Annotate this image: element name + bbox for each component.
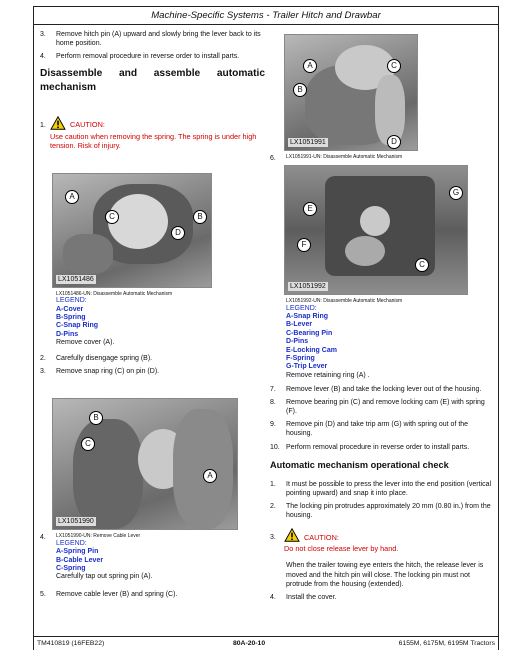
footer-page-number: 80A-20-10: [233, 640, 266, 647]
warning-icon: [50, 116, 66, 130]
callout-label: C: [387, 59, 401, 73]
figure-caption: LX1051486-UN: Disassemble Automatic Mechanism: [56, 290, 173, 297]
step: 9. Remove pin (D) and take trip arm (G) with spring out of the housing.: [270, 421, 469, 438]
photo-cable-lever: [52, 398, 238, 530]
left-column: [40, 30, 265, 603]
callout-label: C: [105, 210, 119, 224]
paragraph: When the trailer towing eye enters the hitch, the release lever is moved and the hitch pin will close. The locking pin must not protrude from the housing (extended).: [286, 562, 484, 588]
callout-label: A: [203, 469, 217, 483]
step: 1. It must be possible to press the lever into the end position (vertical pointing upward) and snap it into place.: [270, 480, 492, 497]
photo-automatic-mechanism: [284, 34, 418, 151]
legend: LEGEND: A-Snap Ring B-Lever C-Bearing Pin D-Pins E-Locking Cam F-Spring G-Trip Lever Remove retaining ring (A) .: [286, 304, 370, 379]
caution-block: 1. CAUTION: Use caution when removing the spring. The spring is under high tension. Risk of injury.: [40, 116, 265, 151]
section-title: Disassemble and assemble automatic mechanism: [40, 68, 265, 93]
step: 2. Carefully disengage spring (B).: [40, 354, 153, 362]
caution-block: 3. CAUTION: Do not close release lever by hand.: [270, 528, 495, 553]
section-title: Automatic mechanism operational check: [270, 459, 449, 470]
page-header: Machine-Specific Systems - Trailer Hitch and Drawbar: [33, 6, 499, 25]
callout-label: B: [89, 411, 103, 425]
callout-label: D: [387, 135, 401, 149]
step: 4. Perform removal procedure in reverse order to install parts.: [40, 53, 240, 61]
callout-label: E: [303, 202, 317, 216]
callout-label: D: [171, 226, 185, 240]
figure-caption: LX1051992-UN: Disassemble Automatic Mechanism: [286, 298, 403, 305]
step: 4. Install the cover.: [270, 593, 337, 601]
step: 8. Remove bearing pin (C) and remove locking cam (E) with spring (F).: [270, 399, 485, 416]
callout-label: F: [297, 238, 311, 252]
photo-id: LX1051486: [58, 275, 94, 283]
photo-locking-cam: [284, 165, 468, 295]
step: 4. LX1051990-UN: Remove Cable Lever: [40, 532, 141, 541]
callout-label: G: [449, 186, 463, 200]
warning-icon: [284, 528, 300, 542]
callout-label: A: [303, 59, 317, 73]
photo-id: LX1051990: [58, 517, 94, 525]
callout-label: C: [415, 258, 429, 272]
photo-disassemble: [52, 173, 212, 288]
page-footer: [33, 636, 499, 650]
figure-caption: LX1051990-UN: Remove Cable Lever: [56, 532, 141, 539]
step: 2. The locking pin protrudes approximately 20 mm (0.80 in.) from the housing.: [270, 502, 491, 519]
footer-models: 6155M, 6175M, 6195M Tractors: [398, 640, 495, 647]
step: 7. Remove lever (B) and take the locking lever out of the housing.: [270, 386, 482, 394]
footer-doc-id: TM410819 (16FEB22): [37, 640, 105, 647]
figure-caption: LX1051991-UN: Disassemble Automatic Mechanism: [286, 154, 403, 160]
step: 10. Perform removal procedure in reverse order to install parts.: [270, 443, 470, 451]
step: 3. Remove hitch pin (A) upward and slowly bring the lever back to its home position.: [40, 31, 261, 48]
step: 6. LX1051991-UN: Disassemble Automatic Mechanism: [270, 154, 403, 162]
legend: LEGEND: A-Spring Pin B-Cable Lever C-Spring Carefully tap out spring pin (A).: [56, 539, 153, 581]
right-column: [270, 30, 495, 606]
callout-label: B: [193, 210, 207, 224]
callout-label: A: [65, 190, 79, 204]
step: 5. Remove cable lever (B) and spring (C).: [40, 590, 178, 598]
callout-label: B: [293, 83, 307, 97]
step: 3. Remove snap ring (C) on pin (D).: [40, 367, 160, 375]
photo-id: LX1051991: [290, 138, 326, 146]
photo-id: LX1051992: [290, 283, 326, 290]
legend: LEGEND: A-Cover B-Spring C-Snap Ring D-Pins Remove cover (A).: [56, 297, 115, 347]
callout-label: C: [81, 437, 95, 451]
